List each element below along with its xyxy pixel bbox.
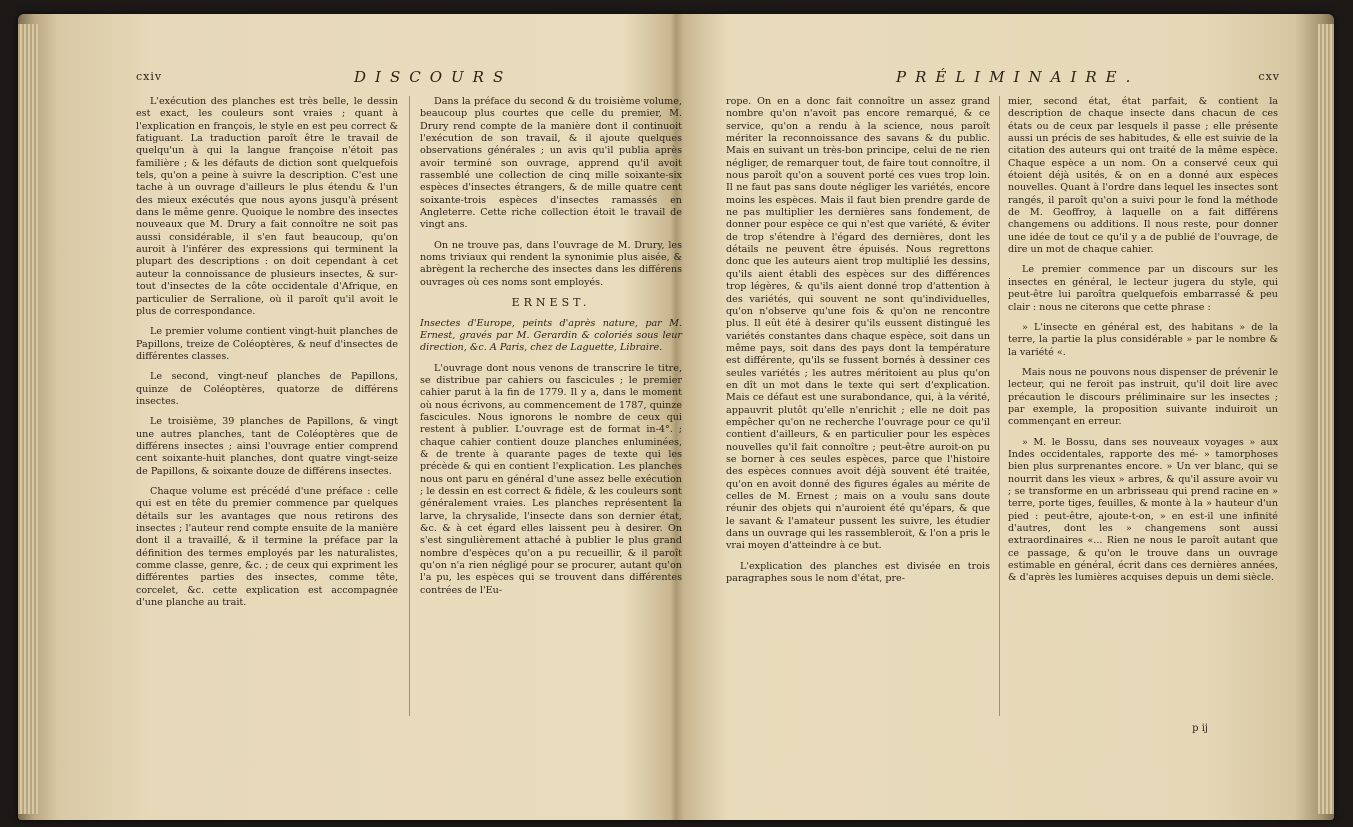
- left-running-title: DISCOURS: [354, 68, 513, 86]
- right-page: [726, 14, 1280, 820]
- page-edges-right: [1318, 24, 1334, 814]
- paragraph: On ne trouve pas, dans l'ouvrage de M. Drury, les noms triviaux qui rendent la synonimie plus aisée, & abrègent la recherche des insectes dans les différens ouvrages où ces noms sont employés.: [420, 239, 682, 288]
- paragraph: Le troisième, 39 planches de Papillons, & vingt une autres planches, tant de Coléoptères que de différens insectes ; ainsi l'ouvrage entier comprend cent soixante-huit planches, dont quatre vingt-seize de Papillons, & soixante douze de différens insectes.: [136, 416, 398, 477]
- left-page-number: cxiv: [136, 70, 163, 83]
- paragraph: Mais nous ne pouvons nous dispenser de prévenir le lecteur, qui ne feroit pas instruit, qu'il doit lire avec précaution le discours préliminaire sur les insectes ; par exemple, la proposition suivante induiroit un commençant en erreur.: [1008, 366, 1278, 428]
- right-running-head: [726, 68, 1280, 90]
- right-page-number: cxv: [1258, 70, 1280, 83]
- open-book: [18, 14, 1334, 820]
- left-column-a: [136, 96, 398, 617]
- book-citation: Insectes d'Europe, peints d'après nature, par M. Ernest, gravés par M. Gerardin & coloriés sous leur direction, &c. A Paris, chez de Laguette, Libraire.: [420, 317, 682, 354]
- left-page: [136, 14, 684, 820]
- paragraph: Dans la préface du second & du troisième volume, beaucoup plus courtes que celle du premier, M. Drury rend compte de la manière dont il continuoit l'exécution de son travail, & il ajoute quelques observations générales ; un avis qu'il publia après avoir terminé son ouvrage, apprend qu'il avoit rassemblé une collection de cinq mille soixante-six espèces d'insectes étrangers, & de mille quatre cent soixante-trois espèces d'insectes ramassés en Angleterre. Cette riche collection étoit le travail de vingt ans.: [420, 96, 682, 231]
- paragraph: rope. On en a donc fait connoître un assez grand nombre qu'on n'avoit pas encore remarqué, & ce service, qu'on a rendu à la science, nous paroît mériter la reconnoissance des savans & du public. Mais en suivant un très-bon principe, celui de ne rien négliger, de remarquer tout, de faire tout connoître, il nous paroît qu'on a souvent porté ces vues trop loin. Il ne faut pas sans doute négliger les variétés, encore moins les espèces. Mais il faut bien prendre garde de ne pas multiplier les dernières sans fondement, de donner pour espèce ce qui n'est que variété, & éviter de trop s'étendre à l'égard des dernières, dont les détails ne peuvent être épuisés. Nous regrettons donc que les auteurs aient trop multiplié les dessins, qu'ils aient établi des espèces sur des différences trop légères, & qu'ils aient donné trop d'attention à des variétés, qui souvent ne sont qu'individuelles, qu'on n'observe qu'une fois & qu'on ne rencontre plus. Il eût été à desirer qu'ils eussent distingué les variétés constantes dans chaque espèce, soit dans un même pays, soit dans des pays dont la température est différente, qu'ils se fussent bornés à dessiner ces seules variétés ; les autres méritoient au plus qu'on en dît un mot dans le texte qui sert d'explication. Mais ce défaut est une surabondance, qui, à la vérité, appauvrit plutôt qu'elle n'enrichit ; elle ne doit pas empêcher qu'on ne recherche l'ouvrage pour ce qu'il contient d'ailleurs, & en particulier pour les espèces nouvelles qu'il fait connoître ; peut-être auroit-on pu se borner à ces seules espèces, parce que l'histoire des espèces connues avoit déjà souvent été traitée, qu'on en avoit donné des figures égales au mérite de celles de M. Ernest ; mais on a voulu sans doute réunir des objets qui n'auroient été qu'épars, & que le savant & l'amateur pussent les suivre, les étudier dans un ouvrage qui les rassembleroit, & l'on a pris le vrai moyen d'atteindre à ce but.: [726, 96, 990, 552]
- paragraph: Le second, vingt-neuf planches de Papillons, quinze de Coléoptères, quatorze de différens insectes.: [136, 371, 398, 407]
- paragraph: L'exécution des planches est très belle, le dessin est exact, les couleurs sont vraies ; quant à l'explication en françois, le style en est peu correct & fatiguant. La traduction paroît être le travail de quelqu'un à qui la langue françoise n'étoit pas familière ; & les défauts de diction sont quelquefois tels, qu'on a peine à suivre la description. C'est une tache à un ouvrage d'ailleurs le plus étendu & l'un des mieux exécutés que nous ayons jusqu'à présent dans le même genre. Quoique le nombre des insectes nouveaux que M. Drury a fait connoître ne soit pas aussi considérable, il s'en faut beaucoup, qu'on auroit à l'inférer des expressions qui terminent la plupart des descriptions : on doit cependant à cet auteur la connoissance de plusieurs insectes, & sur-tout d'insectes de la côte occidentale d'Afrique, en particulier de Serralione, où il paroît qu'il avoit le plus de correspondance.: [136, 96, 398, 317]
- signature-mark: p ij: [1192, 723, 1208, 734]
- column-divider: [999, 96, 1000, 716]
- page-edges-left: [18, 24, 38, 814]
- left-column-b: [420, 96, 682, 605]
- paragraph: Le premier volume contient vingt-huit planches de Papillons, treize de Coléoptères, & neuf d'insectes de différentes classes.: [136, 326, 398, 362]
- quotation: » L'insecte en général est, des habitans » de la terre, la partie la plus considérable » par le nombre & la variété «.: [1008, 321, 1278, 358]
- right-column-b: [1008, 96, 1278, 593]
- paragraph: Chaque volume est précédé d'une préface : celle qui est en tête du premier commence par quelques détails sur les avantages que nous retirons des insectes ; l'auteur rend compte ensuite de la manière dont il a travaillé, & il termine la préface par la définition des termes employés par les naturalistes, comme classe, genre, &c. ; de ceux qui expriment les différentes parties des insectes, comme tête, corcelet, &c. cette explication est accompagnée d'une planche au trait.: [136, 485, 398, 609]
- paragraph: L'ouvrage dont nous venons de transcrire le titre, se distribue par cahiers ou fascicules ; le premier cahier parut à la fin de 1779. Il y a, dans le moment où nous écrivons, au commencement de 1787, quinze fascicules. Nous ignorons le nombre de ceux qui restent à publier. L'ouvrage est de format in-4°. ; chaque cahier contient douze planches enluminées, & de trente à quarante pages de texte qui les précède & qui en contient l'explication. Les planches nous ont paru en général d'une assez belle exécution ; le dessin en est correct & fidèle, & les couleurs sont généralement vraies. Les planches représentent la larve, la chrysalide, l'insecte dans son dernier état, &c. & à cet égard elles laissent peu à desirer. On s'est singulièrement attaché à publier le plus grand nombre d'espèces qu'on a pu recueillir, & il paroît qu'on n'a rien négligé pour se procurer, autant qu'on l'a pu, les espèces qui se trouvent dans différentes contrées de l'Eu-: [420, 362, 682, 596]
- quotation: » M. le Bossu, dans ses nouveaux voyages » aux Indes occidentales, rapporte des mé- » tamorphoses bien plus surprenantes encore. » Un ver blanc, qui se nourrit dans les vieux » arbres, & qu'il assure avoir vu ; se transforme en un arbrisseau qui prend racine en » terre, porte tiges, feuilles, & monte à la » hauteur d'un pied : peut-être, ajoute-t-on, » en est-il une infinité d'autres, dont les » changemens sont aussi extraordinaires «... Rien ne nous le paroît autant que ce passage, & qu'on le trouve dans un ouvrage estimable en général, écrit dans ces dernières années, & d'après les lumières acquises depuis un demi siècle.: [1008, 436, 1278, 584]
- right-running-title: PRÉLIMINAIRE.: [896, 68, 1140, 86]
- left-running-head: [136, 68, 684, 90]
- section-heading: ERNEST.: [511, 296, 591, 310]
- right-column-a: [726, 96, 990, 593]
- paragraph: mier, second état, état parfait, & contient la description de chaque insecte dans chacun de ces états ou de ceux par lesquels il passe ; elle présente aussi un précis de ses habitudes, & elle est suivie de la citation des auteurs qui ont traité de la même espèce. Chaque espèce a un nom. On a conservé ceux qui étoient déjà usités, & on en a donné aux espèces nouvelles. Quant à l'ordre dans lequel les insectes sont rangés, il paroît qu'on a suivi pour le fond la méthode de M. Geoffroy, à laquelle on a fait différens changemens ou additions. Il nous reste, pour donner une idée de tout ce qu'il y a de publié de l'ouvrage, de dire un mot de chaque cahier.: [1008, 96, 1278, 256]
- paragraph: Le premier commence par un discours sur les insectes en général, le lecteur jugera du style, qui peut-être lui paroîtra quelquefois embarrassé & peu clair : nous ne citerons que cette phrase :: [1008, 264, 1278, 313]
- column-divider: [409, 96, 410, 716]
- paragraph: L'explication des planches est divisée en trois paragraphes sous le nom d'état, pre-: [726, 560, 990, 585]
